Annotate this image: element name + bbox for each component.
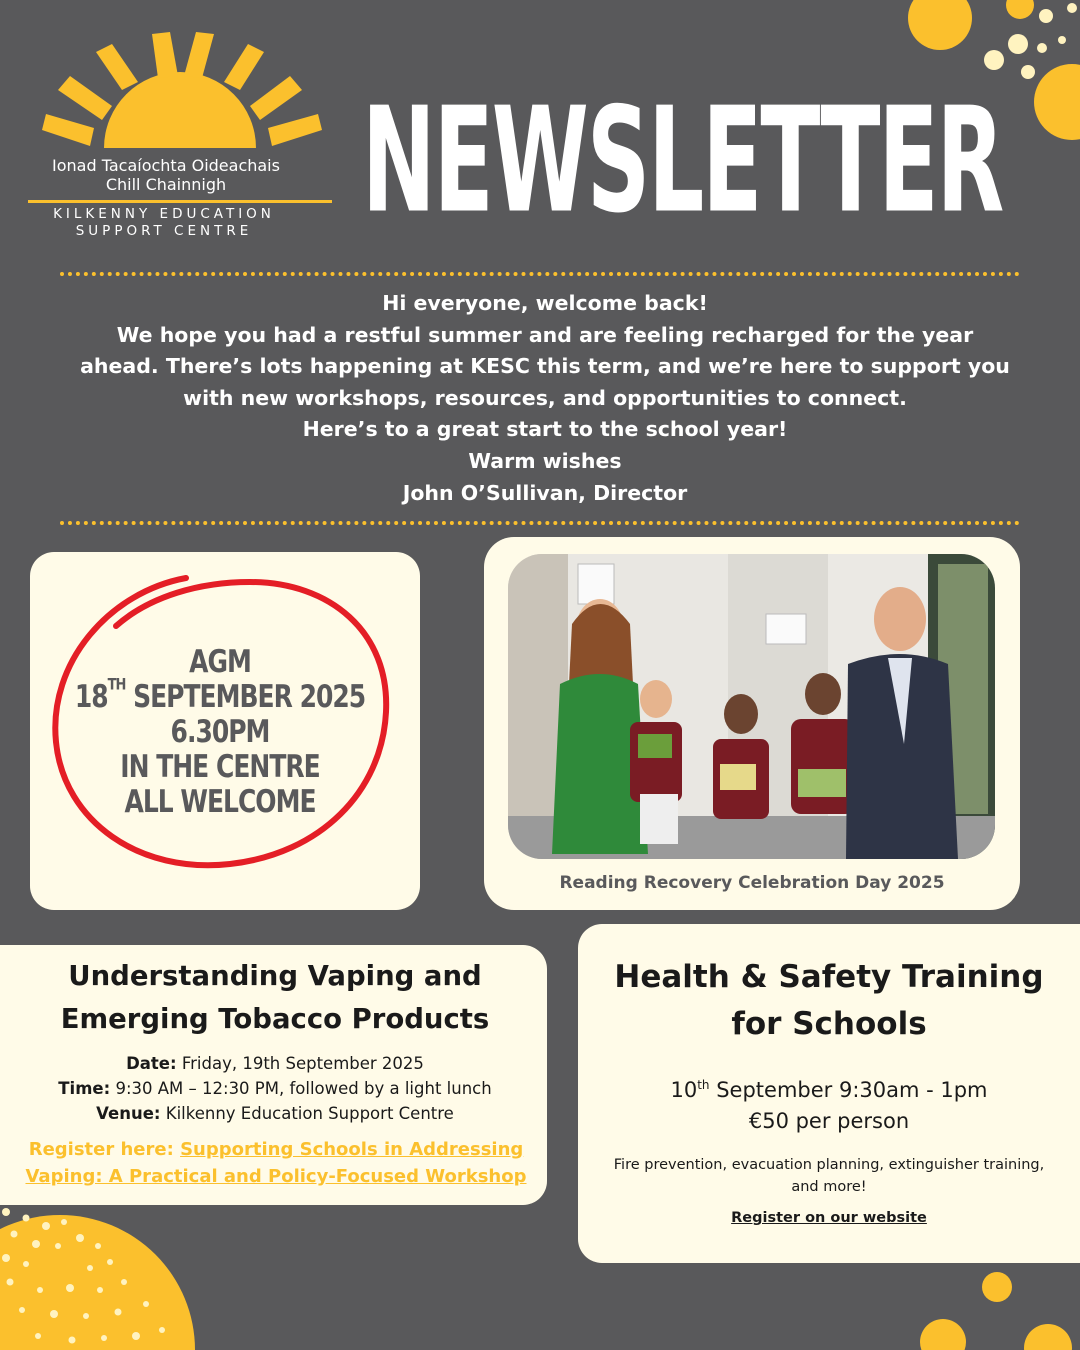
- vaping-time: [20, 1076, 530, 1101]
- vaping-title: [20, 955, 530, 1041]
- welcome-signature: John O’Sullivan, Director: [402, 480, 688, 505]
- agm-date-day: 18: [74, 678, 108, 715]
- health-safety-card: [578, 924, 1080, 1263]
- venue-value: Kilkenny Education Support Centre: [160, 1104, 454, 1123]
- register-label: Register here:: [28, 1139, 181, 1160]
- agm-time: 6.30PM: [170, 713, 270, 750]
- logo-irish-line1: Ionad Tacaíochta Oideachais: [52, 156, 280, 175]
- photo-card: [484, 537, 1020, 910]
- vaping-workshop-card: [0, 945, 547, 1205]
- vaping-title-line2: Emerging Tobacco Products: [60, 1003, 490, 1035]
- vaping-venue: [20, 1101, 530, 1126]
- welcome-message: [40, 288, 1050, 509]
- dotted-divider-top: [60, 272, 1020, 276]
- hs-desc-line1: Fire prevention, evacuation planning, extinguisher training,: [613, 1157, 1045, 1173]
- vaping-date: [20, 1051, 530, 1076]
- health-safety-description: [588, 1154, 1070, 1198]
- health-safety-register-link[interactable]: Register on our website: [731, 1210, 927, 1226]
- agm-place: IN THE CENTRE: [120, 748, 320, 785]
- agm-date-suffix: TH: [107, 675, 126, 695]
- date-value: Friday, 19th September 2025: [176, 1054, 424, 1073]
- health-safety-details: [588, 1070, 1070, 1137]
- health-safety-title: [588, 954, 1070, 1048]
- welcome-line: We hope you had a restful summer and are feeling recharged for the year: [116, 322, 974, 347]
- welcome-line: Hi everyone, welcome back!: [382, 291, 708, 315]
- health-safety-title-line1: Health & Safety Training: [614, 959, 1044, 995]
- sun-logo-icon: [28, 30, 338, 160]
- logo-english-name: [28, 206, 300, 240]
- welcome-line: ahead. There’s lots happening at KESC this term, and we’re here to support you: [80, 354, 1010, 379]
- newsletter-title-text: NEWSLETTER: [362, 75, 1003, 246]
- welcome-line: Warm wishes: [468, 448, 622, 473]
- health-safety-price: €50 per person: [748, 1109, 910, 1133]
- hs-date-day: 10: [670, 1078, 698, 1102]
- logo-divider: [28, 200, 332, 203]
- agm-details: [70, 644, 370, 819]
- logo-irish-line2: Chill Chainnigh: [105, 175, 227, 194]
- health-safety-title-line2: for Schools: [731, 1006, 927, 1042]
- agm-card: [30, 552, 420, 910]
- logo-english-line2: SUPPORT CENTRE: [75, 223, 253, 239]
- welcome-line: Here’s to a great start to the school year!: [302, 417, 788, 442]
- agm-label: AGM: [189, 643, 251, 680]
- vaping-register-link[interactable]: Vaping: A Practical and Policy-Focused Workshop: [25, 1166, 527, 1187]
- logo-irish-name: [28, 156, 304, 194]
- vaping-title-line1: Understanding Vaping and: [68, 960, 482, 992]
- health-safety-date: [588, 1070, 1070, 1106]
- date-label: Date:: [126, 1054, 177, 1073]
- newsletter-title: [362, 75, 1003, 246]
- vaping-register-link[interactable]: Supporting Schools in Addressing: [180, 1139, 524, 1160]
- logo-english-line1: KILKENNY EDUCATION: [53, 206, 275, 222]
- venue-label: Venue:: [96, 1104, 161, 1123]
- agm-date-rest: SEPTEMBER 2025: [125, 678, 366, 715]
- hs-date-rest: September 9:30am - 1pm: [709, 1078, 988, 1102]
- hs-desc-line2: and more!: [791, 1179, 867, 1195]
- agm-welcome: ALL WELCOME: [124, 783, 316, 820]
- vaping-register: [14, 1136, 538, 1190]
- dotted-divider-bottom: [60, 521, 1020, 525]
- welcome-line: with new workshops, resources, and opportunities to connect.: [183, 385, 907, 410]
- vaping-details: [20, 1051, 530, 1126]
- time-value: 9:30 AM – 12:30 PM, followed by a light lunch: [110, 1079, 492, 1098]
- kesc-logo: [28, 30, 338, 245]
- time-label: Time:: [58, 1079, 111, 1098]
- photo-illustration: [508, 554, 995, 859]
- celebration-photo: [508, 554, 995, 859]
- photo-caption: Reading Recovery Celebration Day 2025: [559, 873, 945, 893]
- hs-date-suffix: th: [697, 1078, 710, 1092]
